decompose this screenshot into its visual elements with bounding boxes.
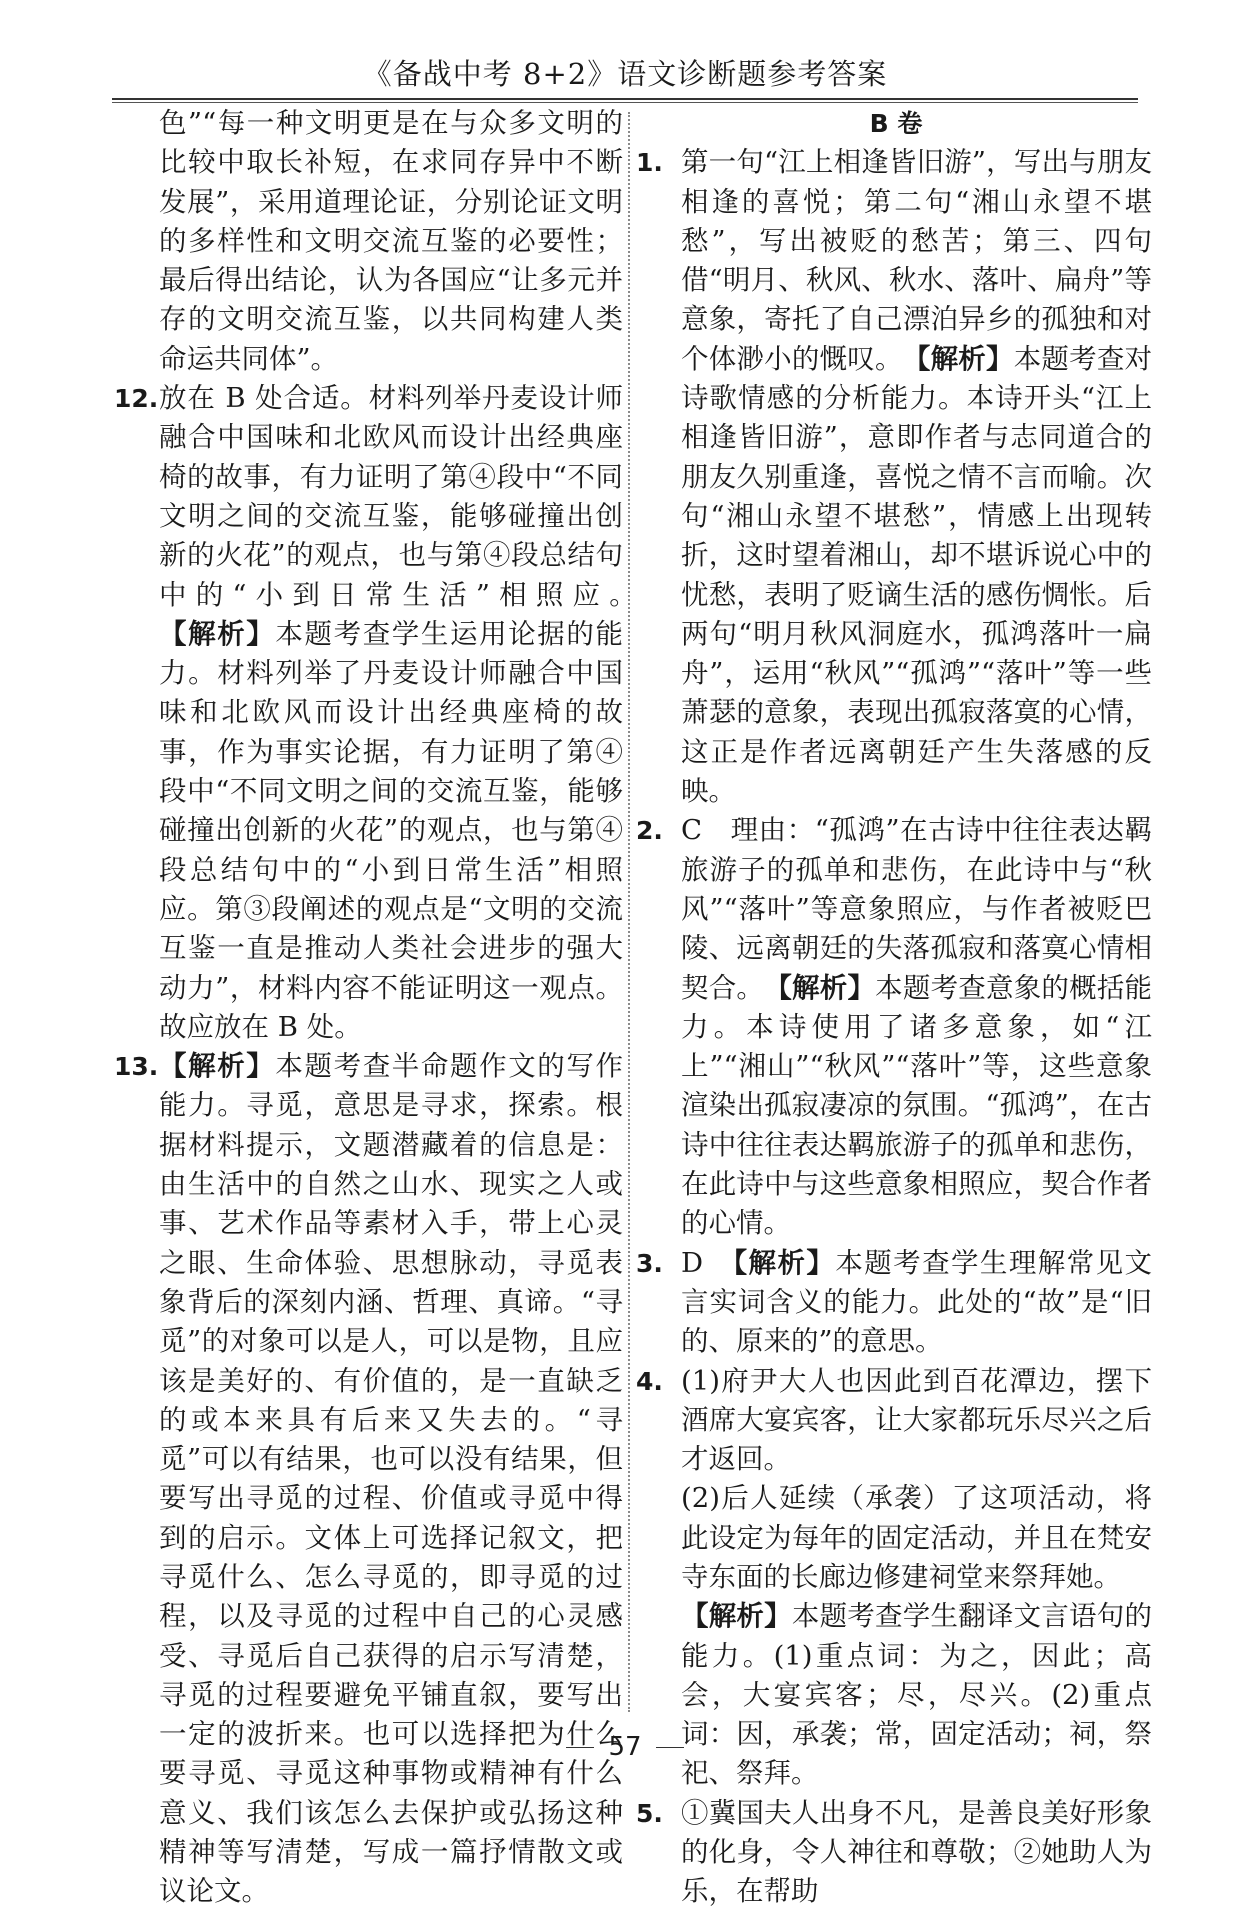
answer-item-b3	[636, 1244, 1152, 1362]
answer-text: D	[681, 1246, 734, 1279]
section-title: B 卷	[869, 109, 923, 138]
answer-item-b4	[636, 1362, 1152, 1480]
answer-text-part2: (2)后人延续（承袭）了这项活动，将此设定为每年的固定活动，并且在梵安寺东面的长廊边修建祠堂来祭拜她。	[681, 1482, 1152, 1593]
page-number	[0, 1732, 1250, 1762]
page-number-dash-left	[566, 1747, 594, 1748]
analysis-block	[640, 1597, 1152, 1793]
analysis-tag: 【解析】	[159, 617, 276, 650]
left-column	[114, 104, 624, 1912]
analysis-tag: 【解析】	[681, 1600, 792, 1633]
item-number: 1.	[636, 148, 663, 178]
analysis-tag: 【解析】	[916, 342, 1014, 375]
page-number-dash-right	[656, 1747, 684, 1748]
continuation-text: 色”“每一种文明更是在与众多文明的比较中取长补短，在求同存异中不断发展”，采用道理论证，分别论证文明的多样性和文明交流互鉴的必要性；最后得出结论，认为各国应“让多元并存的文明交流互鉴，以共同构建人类命运共同体”。	[159, 107, 623, 375]
answer-text: 放在 B 处合适。材料列举丹麦设计师融合中国味和北欧风而设计出经典座椅的故事，有力证明了第④段中“不同文明之间的交流互鉴，能够碰撞出创新的火花”的观点，也与第④段总结句中的“小到日常生活”相照应。	[159, 382, 623, 611]
item-number: 12.	[114, 384, 159, 414]
analysis-text: 本题考查学生理解常见文言实词含义的能力。此处的“故”是“旧的、原来的”的意思。	[681, 1246, 1152, 1358]
answer-item-b5	[636, 1794, 1152, 1912]
header-rule-thin	[112, 102, 1138, 103]
answer-item-12	[114, 379, 624, 1047]
analysis-text: 本题考查学生翻译文言语句的能力。(1)重点词：为之，因此；高会，大宴宾客；尽，尽兴。(2)重点词：因，承袭；常，固定活动；祠，祭祀、祭拜。	[681, 1600, 1152, 1790]
analysis-text: 本题考查学生运用论据的能力。材料列举了丹麦设计师融合中国味和北欧风而设计出经典座椅的故事，作为事实论据，有力证明了第④段中“不同文明之间的交流互鉴，能够碰撞出创新的火花”的观点，也与第④段总结句中的“小到日常生活”相照应。第③段阐述的观点是“文明的交流互鉴一直是推动人类社会进步的强大动力”，材料内容不能证明这一观点。故应放在 B 处。	[159, 617, 624, 1043]
analysis-text: 本题考查半命题作文的写作能力。寻觅，意思是寻求，探索。根据材料提示，文题潜藏着的信息是：由生活中的自然之山水、现实之人或事、艺术作品等素材入手，带上心灵之眼、生命体验、思想脉动，寻觅表象背后的深刻内涵、哲理、真谛。“寻觅”的对象可以是人，可以是物，且应该是美好的、有价值的，是一直缺乏的或本来具有后来又失去的。“寻觅”可以有结果，也可以没有结果，但要写出寻觅的过程、价值或寻觅中得到的启示。文体上可选择记叙文，把寻觅什么、怎么寻觅的，即寻觅的过程，以及寻觅的过程中自己的心灵感受、寻觅后自己获得的启示写清楚，寻觅的过程要避免平铺直叙，要写出一定的波折来。也可以选择把为什么要寻觅、寻觅这种事物或精神有什么意义、我们该怎么去保护或弘扬这种精神等写清楚，写成一篇抒情散文或议论文。	[159, 1050, 624, 1908]
answer-item-b1	[636, 143, 1153, 811]
analysis-tag: 【解析】	[159, 1050, 276, 1083]
header-rule	[112, 98, 1138, 100]
analysis-text: 本题考查对诗歌情感的分析能力。本诗开头“江上相逢皆旧游”，意即作者与志同道合的朋友久别重逢，喜悦之情不言而喻。次句“湘山永望不堪愁”，情感上出现转折，这时望着湘山，却不堪诉说心中的忧愁，表明了贬谪生活的感伤惆怅。后两句“明月秋风洞庭水，孤鸿落叶一扁舟”，运用“秋风”“孤鸿”“落叶”等一些萧瑟的意象，表现出孤寂落寞的心情，这正是作者远离朝廷产生失落感的反映。	[681, 342, 1153, 808]
item-number: 4.	[636, 1366, 663, 1396]
page-number-value: 57	[608, 1732, 642, 1762]
page-header	[0, 52, 1250, 93]
item-number: 5.	[636, 1798, 663, 1828]
answer-item-13	[114, 1047, 624, 1912]
item-number: 13.	[114, 1052, 159, 1082]
analysis-tag: 【解析】	[733, 1246, 836, 1279]
answer-text: 第一句“江上相逢皆旧游”，写出与朋友相逢的喜悦；第二句“湘山永望不堪愁”，写出被贬的愁苦；第三、四句借“明月、秋风、秋水、落叶、扁舟”等意象，寄托了自己漂泊异乡的孤独和对个体渺小的慨叹。	[681, 146, 1152, 375]
right-column	[636, 104, 1153, 1912]
answer-text: (1)府尹大人也因此到百花潭边，摆下酒席大宴宾客，让大家都玩乐尽兴之后才返回。	[681, 1364, 1152, 1476]
analysis-text: 本题考查意象的概括能力。本诗使用了诸多意象，如“江上”“湘山”“秋风”“落叶”等，这些意象渲染出孤寂凄凉的氛围。“孤鸿”，在古诗中往往表达羁旅游子的孤单和悲伤，在此诗中与这些意象相照应，契合作者的心情。	[681, 971, 1153, 1240]
answer-text: ①冀国夫人出身不凡，是善良美好形象的化身，令人神往和尊敬；②她助人为乐，在帮助	[681, 1796, 1152, 1908]
analysis-tag: 【解析】	[778, 971, 876, 1004]
answer-item-b2	[636, 811, 1153, 1243]
item-number: 3.	[636, 1248, 663, 1278]
column-divider	[628, 112, 630, 1712]
item-number: 2.	[636, 816, 663, 846]
answer-text: C 理由：“孤鸿”在古诗中往往表达羁旅游子的孤单和悲伤，在此诗中与“秋风”“落叶”等意象照应，与作者被贬巴陵、远离朝廷的失落孤寂和落寞心情相契合。	[681, 814, 1152, 1004]
header-title: 《备战中考 8+2》语文诊断题参考答案	[362, 57, 888, 91]
